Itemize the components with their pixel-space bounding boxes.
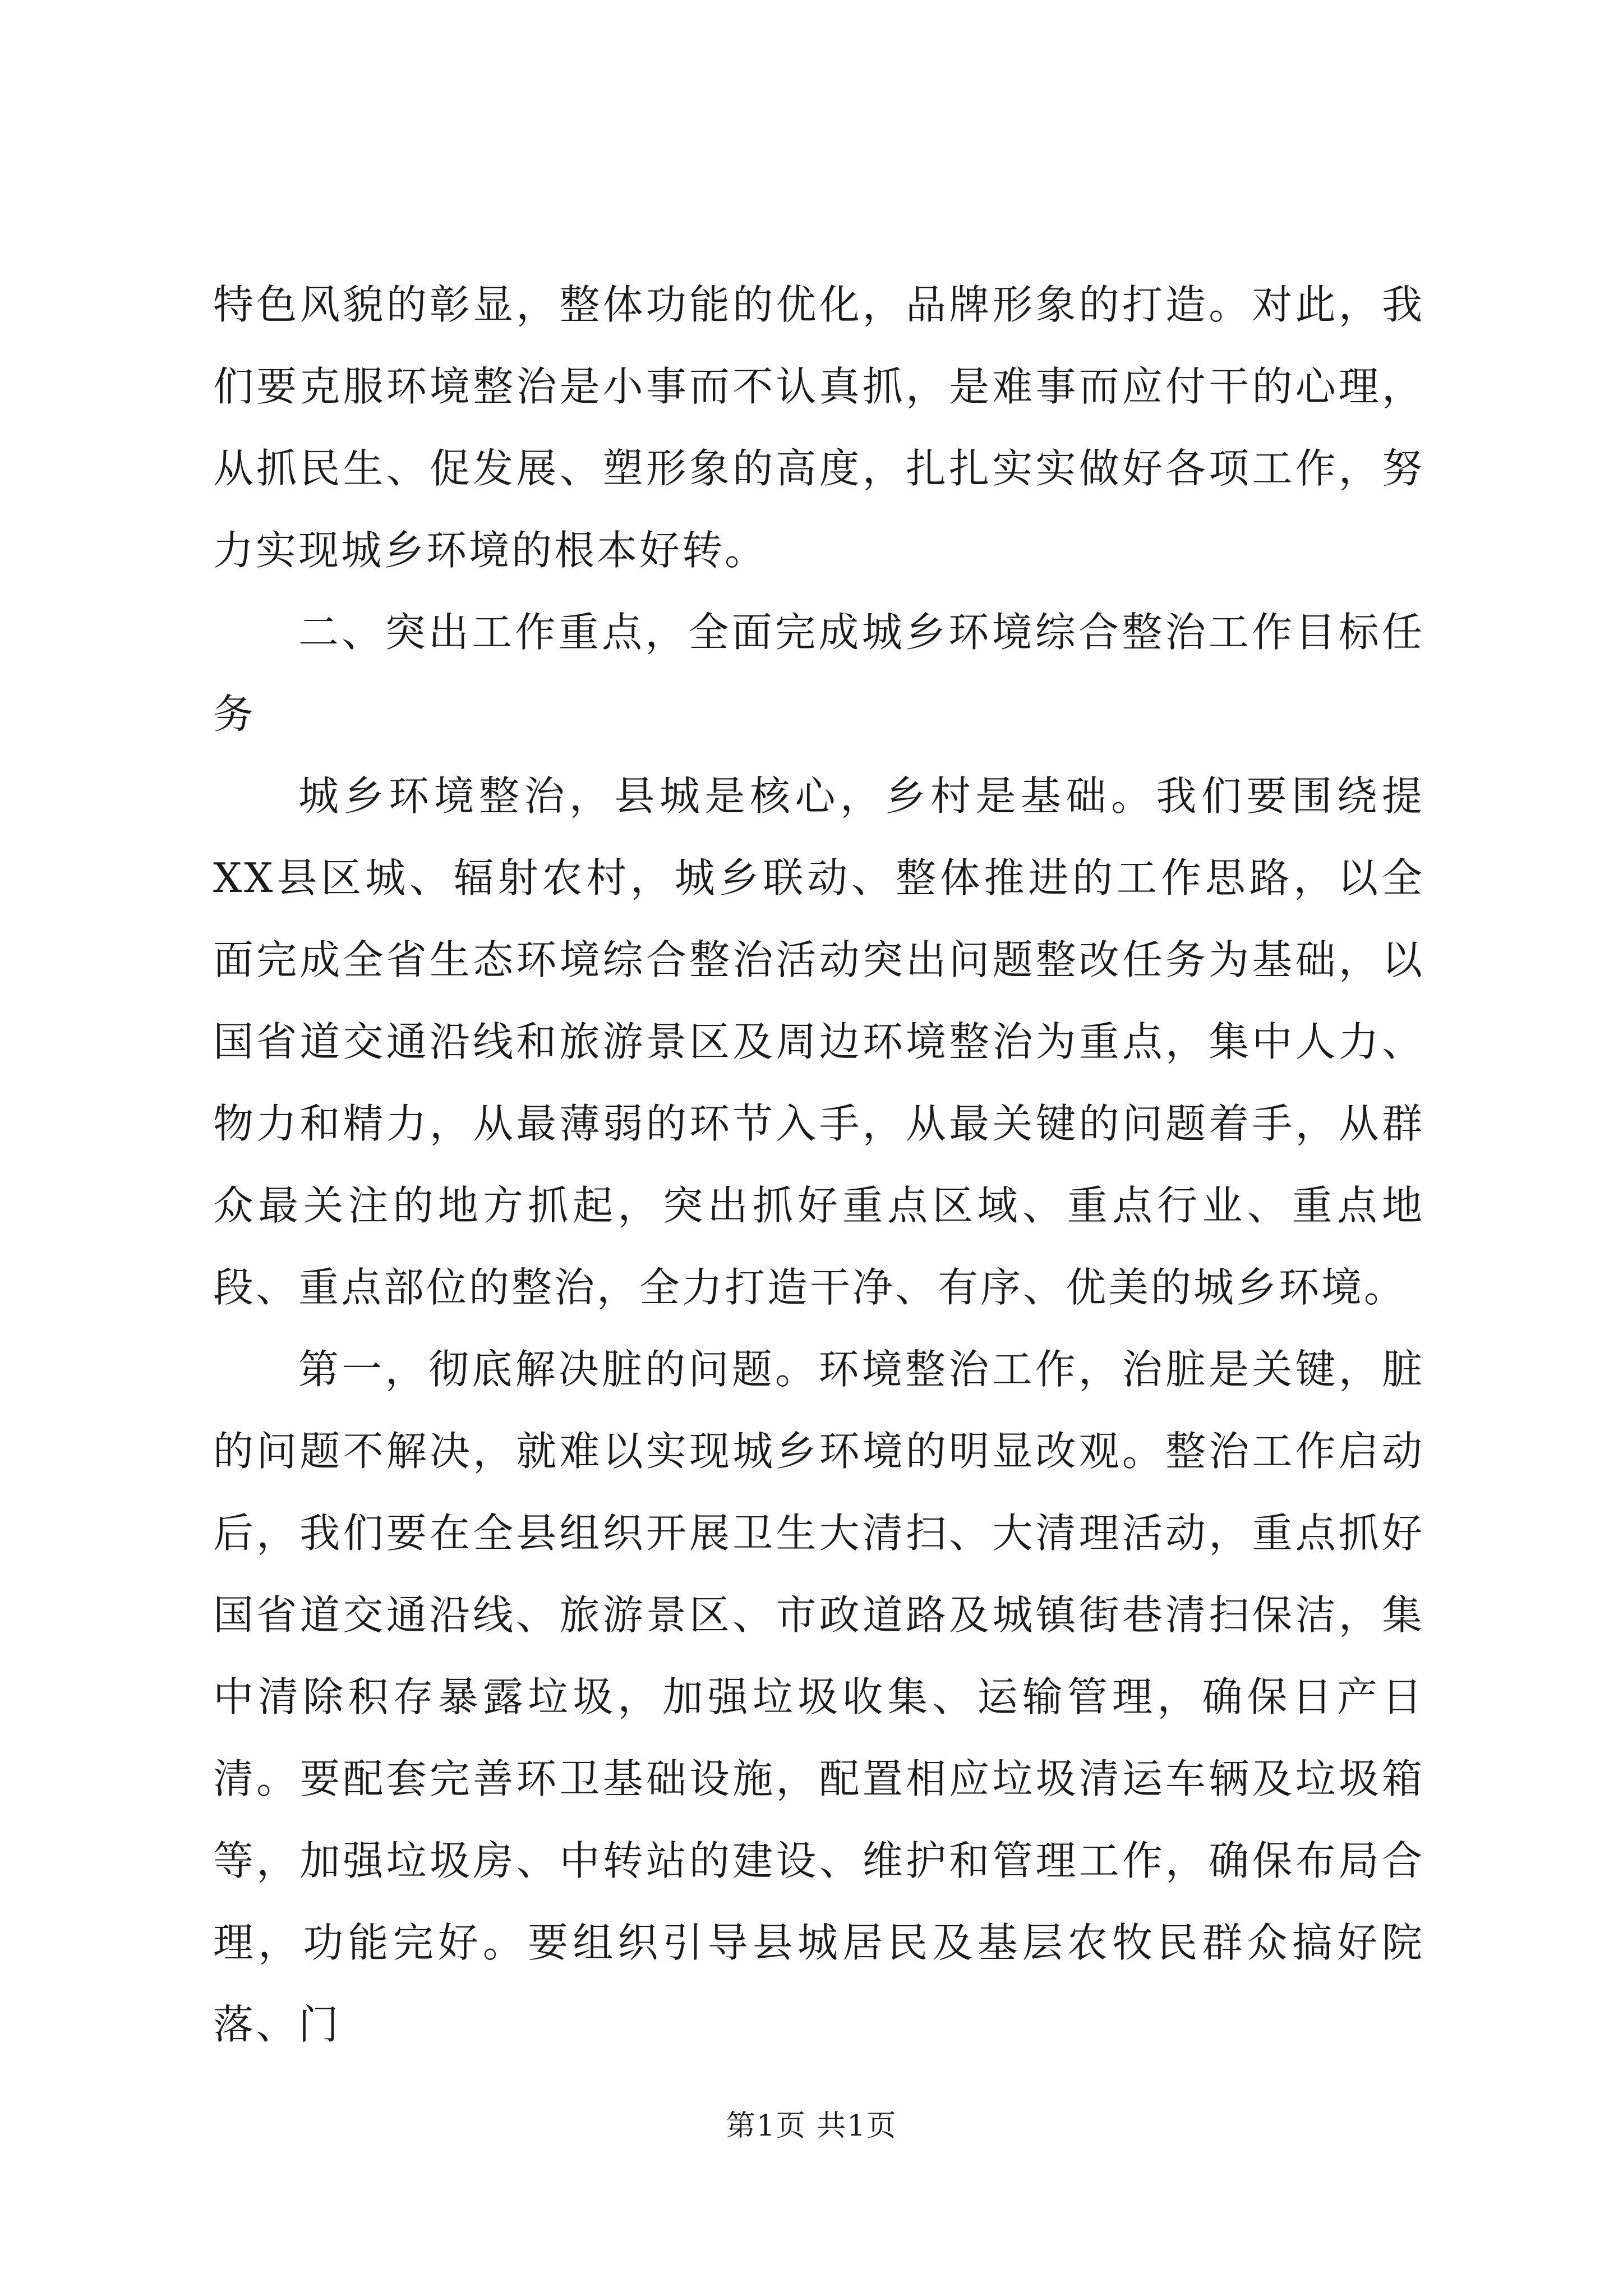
- document-body: [213, 264, 1424, 2065]
- paragraph-1: 特色风貌的彰显，整体功能的优化，品牌形象的打造。对此，我们要克服环境整治是小事而不认真抓，是难事而应付干的心理，从抓民生、促发展、塑形象的高度，扎扎实实做好各项工作，努力实现城乡环境的根本好转。: [213, 281, 1424, 574]
- paragraph-3: 城乡环境整治，县城是核心，乡村是基础。我们要围绕提XX县区城、辐射农村，城乡联动、整体推进的工作思路，以全面完成全省生态环境综合整治活动突出问题整改任务为基础，以国省道交通沿线和旅游景区及周边环境整治为重点，集中人力、物力和精力，从最薄弱的环节入手，从最关键的问题着手，从群众最关注的地方抓起，突出抓好重点区域、重点行业、重点地段、重点部位的整治，全力打造干净、有序、优美的城乡环境。: [213, 772, 1424, 1311]
- paragraph-4: 第一，彻底解决脏的问题。环境整治工作，治脏是关键，脏的问题不解决，就难以实现城乡环境的明显改观。整治工作启动后，我们要在全县组织开展卫生大清扫、大清理活动，重点抓好国省道交通沿线、旅游景区、市政道路及城镇街巷清扫保洁，集中清除积存暴露垃圾，加强垃圾收集、运输管理，确保日产日清。要配套完善环卫基础设施，配置相应垃圾清运车辆及垃圾箱等，加强垃圾房、中转站的建设、维护和管理工作，确保布局合理，功能完好。要组织引导县城居民及基层农牧民群众搞好院落、门: [213, 1346, 1424, 2048]
- page-footer: 第1页 共1页: [726, 2109, 897, 2143]
- section-heading-2: 二、突出工作重点，全面完成城乡环境综合整治工作目标任务: [213, 609, 1424, 738]
